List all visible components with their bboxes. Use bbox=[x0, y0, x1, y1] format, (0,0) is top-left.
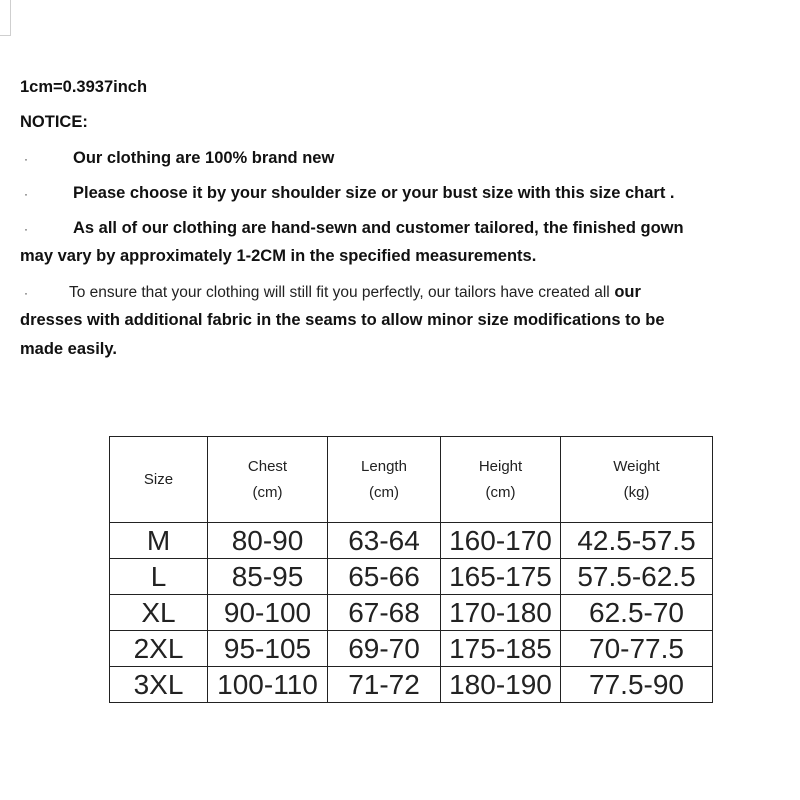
header-length: Length (cm) bbox=[328, 437, 441, 523]
table-row bbox=[110, 667, 713, 703]
cell-chest: 90-100 bbox=[208, 595, 328, 631]
cell-chest: 100-110 bbox=[208, 667, 328, 703]
notice-item-brand-new: Our clothing are 100% brand new bbox=[73, 149, 335, 167]
cell-height: 170-180 bbox=[441, 595, 561, 631]
notice-item-fit-our: our bbox=[614, 283, 641, 301]
cell-size: XL bbox=[110, 595, 208, 631]
header-size: Size bbox=[110, 437, 208, 523]
bullet-marker: · bbox=[24, 286, 28, 300]
cell-size: 3XL bbox=[110, 667, 208, 703]
cell-height: 165-175 bbox=[441, 559, 561, 595]
cell-weight: 57.5-62.5 bbox=[561, 559, 713, 595]
bullet-marker: · bbox=[24, 187, 28, 201]
cell-size: L bbox=[110, 559, 208, 595]
notice-item-hand-sewn: As all of our clothing are hand-sewn and customer tailored, the finished gown bbox=[73, 219, 684, 237]
bullet-marker: · bbox=[24, 222, 28, 236]
cell-weight: 70-77.5 bbox=[561, 631, 713, 667]
cell-length: 63-64 bbox=[328, 523, 441, 559]
size-chart-table bbox=[109, 436, 713, 703]
cell-chest: 95-105 bbox=[208, 631, 328, 667]
cell-length: 67-68 bbox=[328, 595, 441, 631]
unit-conversion: 1cm=0.3937inch bbox=[20, 78, 148, 96]
cell-height: 160-170 bbox=[441, 523, 561, 559]
cell-height: 175-185 bbox=[441, 631, 561, 667]
table-header-row bbox=[110, 437, 713, 523]
cell-length: 65-66 bbox=[328, 559, 441, 595]
notice-item-fit bbox=[69, 283, 641, 302]
notice-item-fit-text: To ensure that your clothing will still fit you perfectly, our tailors have created all bbox=[69, 284, 610, 301]
notice-item-size-choice: Please choose it by your shoulder size or your bust size with this size chart . bbox=[73, 184, 675, 202]
table-row bbox=[110, 559, 713, 595]
header-chest: Chest (cm) bbox=[208, 437, 328, 523]
cell-height: 180-190 bbox=[441, 667, 561, 703]
notice-item-hand-sewn-cont: may vary by approximately 1-2CM in the specified measurements. bbox=[20, 247, 537, 265]
table-row bbox=[110, 631, 713, 667]
bullet-marker: · bbox=[24, 152, 28, 166]
cell-weight: 62.5-70 bbox=[561, 595, 713, 631]
notice-title: NOTICE: bbox=[20, 113, 88, 131]
cell-weight: 42.5-57.5 bbox=[561, 523, 713, 559]
cell-chest: 80-90 bbox=[208, 523, 328, 559]
cell-size: M bbox=[110, 523, 208, 559]
crop-mark bbox=[0, 0, 11, 36]
header-height: Height (cm) bbox=[441, 437, 561, 523]
header-weight: Weight (kg) bbox=[561, 437, 713, 523]
table-row bbox=[110, 595, 713, 631]
table-row bbox=[110, 523, 713, 559]
notice-item-fit-cont: dresses with additional fabric in the seams to allow minor size modifications to be bbox=[20, 311, 665, 329]
notice-item-fit-end: made easily. bbox=[20, 340, 117, 358]
cell-size: 2XL bbox=[110, 631, 208, 667]
cell-weight: 77.5-90 bbox=[561, 667, 713, 703]
cell-chest: 85-95 bbox=[208, 559, 328, 595]
cell-length: 69-70 bbox=[328, 631, 441, 667]
cell-length: 71-72 bbox=[328, 667, 441, 703]
